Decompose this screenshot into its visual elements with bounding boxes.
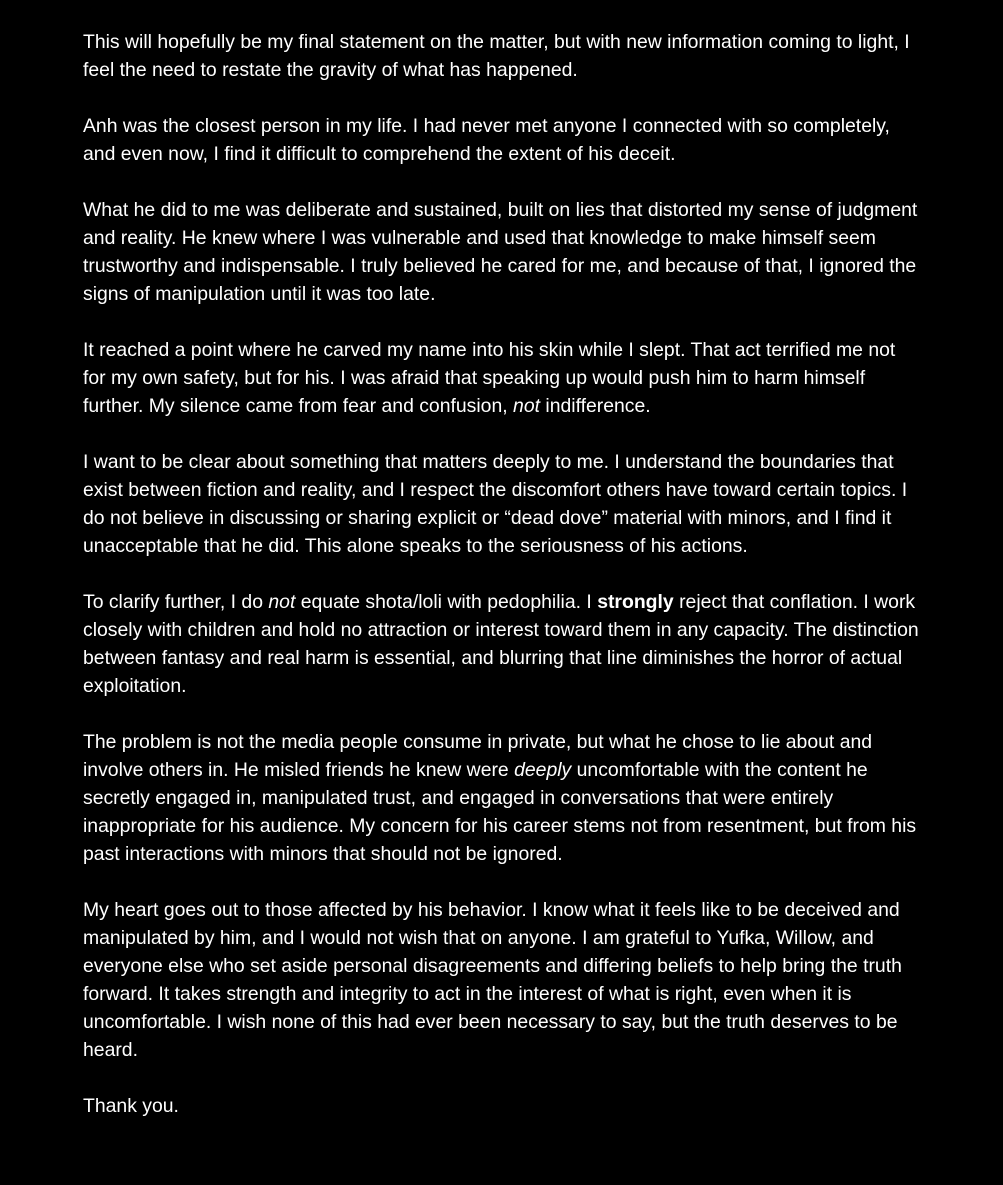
paragraph-intro: This will hopefully be my final statement on the matter, but with new information coming to light, I feel the need to restate the gravity of what has happened. bbox=[83, 31, 910, 81]
paragraph-carving-incident bbox=[83, 336, 923, 420]
emphasis-italic: deeply bbox=[514, 759, 572, 781]
emphasis-bold: strongly bbox=[597, 591, 674, 613]
paragraph-text: It reached a point where he carved my name into his skin while I slept. That act terrified me not for my own safety, but for his. I was afraid that speaking up would push him to harm himself further. My silence came from fear and confusion, bbox=[83, 339, 896, 417]
paragraph-closing: Thank you. bbox=[83, 1095, 179, 1117]
statement-document bbox=[83, 28, 923, 1120]
paragraph-problem bbox=[83, 728, 923, 868]
paragraph-text: The problem is not the media people consume in private, but what he chose to lie about and involve others in. He misled friends he knew were bbox=[83, 731, 873, 781]
paragraph-relationship: Anh was the closest person in my life. I had never met anyone I connected with so completely, and even now, I find it difficult to comprehend the extent of his deceit. bbox=[83, 115, 890, 165]
paragraph-gratitude: My heart goes out to those affected by his behavior. I know what it feels like to be deceived and manipulated by him, and I would not wish that on anyone. I am grateful to Yufka, Willow, and everyone else who set aside personal disagreements and differing beliefs to help bring the truth forward. It takes strength and integrity to act in the interest of what is right, even when it is uncomfortable. I wish none of this had ever been necessary to say, but the truth deserves to be heard. bbox=[83, 899, 902, 1061]
paragraph-text: uncomfortable with the content he secretly engaged in, manipulated trust, and engaged in conversations that were entirely inappropriate for his audience. My concern for his career stems not from resentment, but from his past interactions with minors that should not be ignored. bbox=[83, 759, 917, 865]
emphasis-italic: not bbox=[513, 395, 540, 417]
paragraph-text: To clarify further, I do bbox=[83, 591, 269, 613]
paragraph-text: equate shota/loli with pedophilia. I bbox=[295, 591, 598, 613]
paragraph-manipulation: What he did to me was deliberate and sustained, built on lies that distorted my sense of judgment and reality. He knew where I was vulnerable and used that knowledge to make himself seem trustworthy and indispensable. I truly believed he cared for me, and because of that, I ignored the signs of manipulation until it was too late. bbox=[83, 199, 918, 305]
paragraph-text: reject that conflation. I work closely with children and hold no attraction or interest toward them in any capacity. The distinction between fantasy and real harm is essential, and blurring that line diminishes the horror of actual exploitation. bbox=[83, 591, 919, 697]
paragraph-text: indifference. bbox=[540, 395, 651, 417]
paragraph-boundaries: I want to be clear about something that matters deeply to me. I understand the boundaries that exist between fiction and reality, and I respect the discomfort others have toward certain topics. I do not believe in discussing or sharing explicit or “dead dove” material with minors, and I find it unacceptable that he did. This alone speaks to the seriousness of his actions. bbox=[83, 451, 908, 557]
paragraph-clarification bbox=[83, 588, 923, 700]
emphasis-italic: not bbox=[268, 591, 296, 613]
